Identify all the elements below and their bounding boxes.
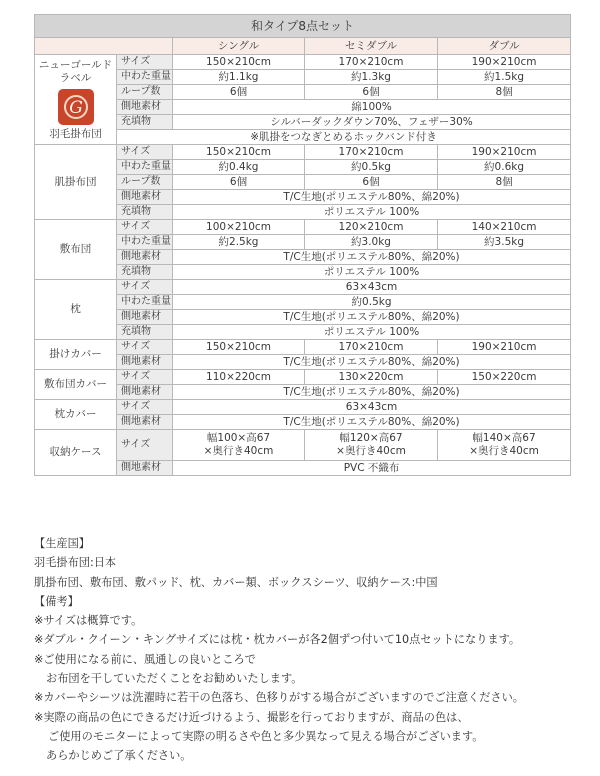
span-value-cell: T/C生地(ポリエステル80%、綿20%): [173, 250, 571, 265]
value-cell: 幅140×高67 ×奥行き40cm: [438, 430, 571, 461]
row-label: 中わた重量: [117, 295, 173, 310]
header-double: ダブル: [438, 38, 571, 55]
row-label: ループ数: [117, 175, 173, 190]
value-cell: 6個: [173, 85, 305, 100]
note-line: ※サイズは概算です。: [34, 614, 143, 628]
note-line: お布団を干していただくことをお勧めいたします。: [46, 672, 303, 686]
row-label: 充填物: [117, 265, 173, 280]
value-cell: 100×210cm: [173, 220, 305, 235]
note-line: ご使用のモニターによって実際の明るさや色と多少異なって見える場合がございます。: [48, 729, 484, 743]
note-line: ※ご使用になる前に、風通しの良いところで: [34, 652, 256, 666]
table-row: [35, 145, 571, 160]
value-cell: 120×210cm: [305, 220, 438, 235]
table-title: 和タイプ8点セット: [35, 15, 571, 38]
row-label: 側地素材: [117, 385, 173, 400]
span-value-cell: ポリエステル 100%: [173, 265, 571, 280]
product-cell: [35, 145, 117, 220]
logo-label: ニューゴールドラベル: [38, 58, 113, 84]
value-cell: 170×210cm: [305, 145, 438, 160]
table-row: [35, 280, 571, 295]
product-cell: [35, 400, 117, 430]
row-label: 充填物: [117, 115, 173, 130]
value-cell: 約1.3kg: [305, 70, 438, 85]
row-label: 充填物: [117, 205, 173, 220]
value-cell: 6個: [305, 175, 438, 190]
row-label: サイズ: [117, 145, 173, 160]
value-cell: 190×210cm: [438, 145, 571, 160]
row-label: サイズ: [117, 340, 173, 355]
note-line: ※カバーやシーツは洗濯時に若干の色落ち、色移りがする場合がございますのでご注意ください。: [34, 691, 524, 705]
product-cell: [35, 55, 117, 145]
note-line: ※実際の商品の色にできるだけ近づけるよう、撮影を行っておりますが、商品の色は、: [34, 710, 469, 724]
span-value-cell: T/C生地(ポリエステル80%、綿20%): [173, 415, 571, 430]
group-note: ※肌掛をつなぎとめるホックバンド付き: [117, 130, 571, 145]
span-value-cell: 約0.5kg: [173, 295, 571, 310]
row-label: 側地素材: [117, 415, 173, 430]
value-cell: 幅100×高67 ×奥行き40cm: [173, 430, 305, 461]
row-label: 中わた重量: [117, 160, 173, 175]
row-label: 充填物: [117, 325, 173, 340]
header-single: シングル: [173, 38, 305, 55]
row-label: 側地素材: [117, 310, 173, 325]
value-cell: 150×210cm: [173, 145, 305, 160]
span-value-cell: 63×43cm: [173, 400, 571, 415]
value-cell: 190×210cm: [438, 340, 571, 355]
value-cell: 170×210cm: [305, 340, 438, 355]
value-cell: 110×220cm: [173, 370, 305, 385]
row-label: 側地素材: [117, 190, 173, 205]
row-label: 側地素材: [117, 100, 173, 115]
product-name: 敷布団: [59, 243, 92, 255]
header-semi-double: セミダブル: [305, 38, 438, 55]
row-label: 側地素材: [117, 250, 173, 265]
span-value-cell: T/C生地(ポリエステル80%、綿20%): [173, 385, 571, 400]
value-cell: 150×210cm: [173, 340, 305, 355]
note-line: 羽毛掛布団:日本: [34, 556, 117, 570]
note-line: 【生産国】: [34, 537, 90, 550]
row-label: サイズ: [117, 400, 173, 415]
span-value-cell: T/C生地(ポリエステル80%、綿20%): [173, 355, 571, 370]
span-value-cell: PVC 不織布: [173, 461, 571, 476]
span-value-cell: 63×43cm: [173, 280, 571, 295]
logo-mark: G: [68, 97, 83, 118]
value-cell: 約3.5kg: [438, 235, 571, 250]
note-line: 肌掛布団、敷布団、敷パッド、枕、カバー類、ボックスシーツ、収納ケース:中国: [34, 575, 438, 589]
notes-section: [34, 534, 586, 766]
row-label: 側地素材: [117, 355, 173, 370]
value-cell: 8個: [438, 175, 571, 190]
value-cell: 約0.4kg: [173, 160, 305, 175]
gold-label-logo-icon: [58, 89, 94, 125]
span-value-cell: 綿100%: [173, 100, 571, 115]
row-label: サイズ: [117, 55, 173, 70]
row-label: 中わた重量: [117, 235, 173, 250]
value-cell: 約1.5kg: [438, 70, 571, 85]
value-cell: 約2.5kg: [173, 235, 305, 250]
row-label: サイズ: [117, 280, 173, 295]
span-value-cell: ポリエステル 100%: [173, 205, 571, 220]
product-cell: [35, 430, 117, 476]
product-name: 掛けカバー: [49, 348, 102, 360]
value-cell: 190×210cm: [438, 55, 571, 70]
table-row: [35, 340, 571, 355]
title-row: [35, 15, 571, 38]
product-cell: [35, 340, 117, 370]
value-cell: 6個: [173, 175, 305, 190]
product-name: 枕カバー: [54, 408, 97, 420]
product-name: 敷布団カバー: [44, 378, 107, 390]
row-label: 側地素材: [117, 461, 173, 476]
value-cell: 8個: [438, 85, 571, 100]
header-row: [35, 38, 571, 55]
row-label: ループ数: [117, 85, 173, 100]
value-cell: 約0.5kg: [305, 160, 438, 175]
value-cell: 140×210cm: [438, 220, 571, 235]
table-row: [35, 370, 571, 385]
spec-table: [34, 14, 571, 476]
product-cell: [35, 220, 117, 280]
row-label: サイズ: [117, 430, 173, 461]
product-name: 枕: [70, 303, 81, 315]
value-cell: 130×220cm: [305, 370, 438, 385]
value-cell: 170×210cm: [305, 55, 438, 70]
value-cell: 約3.0kg: [305, 235, 438, 250]
product-name: 羽毛掛布団: [49, 127, 102, 140]
note-line: 【備考】: [34, 594, 79, 608]
span-value-cell: T/C生地(ポリエステル80%、綿20%): [173, 190, 571, 205]
product-cell: [35, 280, 117, 340]
product-name: 収納ケース: [49, 446, 102, 458]
span-value-cell: シルバーダックダウン70%、フェザー30%: [173, 115, 571, 130]
value-cell: 150×210cm: [173, 55, 305, 70]
value-cell: 約1.1kg: [173, 70, 305, 85]
value-cell: 約0.6kg: [438, 160, 571, 175]
row-label: 中わた重量: [117, 70, 173, 85]
table-row: [35, 55, 571, 70]
product-name: 肌掛布団: [54, 175, 97, 188]
product-cell: [35, 370, 117, 400]
note-line: あらかじめご了承ください。: [46, 749, 192, 763]
value-cell: 6個: [305, 85, 438, 100]
header-blank: [35, 38, 173, 55]
span-value-cell: ポリエステル 100%: [173, 325, 571, 340]
note-line: ※ダブル・クイーン・キングサイズには枕・枕カバーが各2個ずつ付いて10点セットになります。: [34, 633, 521, 647]
row-label: サイズ: [117, 220, 173, 235]
table-row: [35, 400, 571, 415]
row-label: サイズ: [117, 370, 173, 385]
value-cell: 幅120×高67 ×奥行き40cm: [305, 430, 438, 461]
span-value-cell: T/C生地(ポリエステル80%、綿20%): [173, 310, 571, 325]
table-row: [35, 430, 571, 461]
value-cell: 150×220cm: [438, 370, 571, 385]
table-row: [35, 220, 571, 235]
